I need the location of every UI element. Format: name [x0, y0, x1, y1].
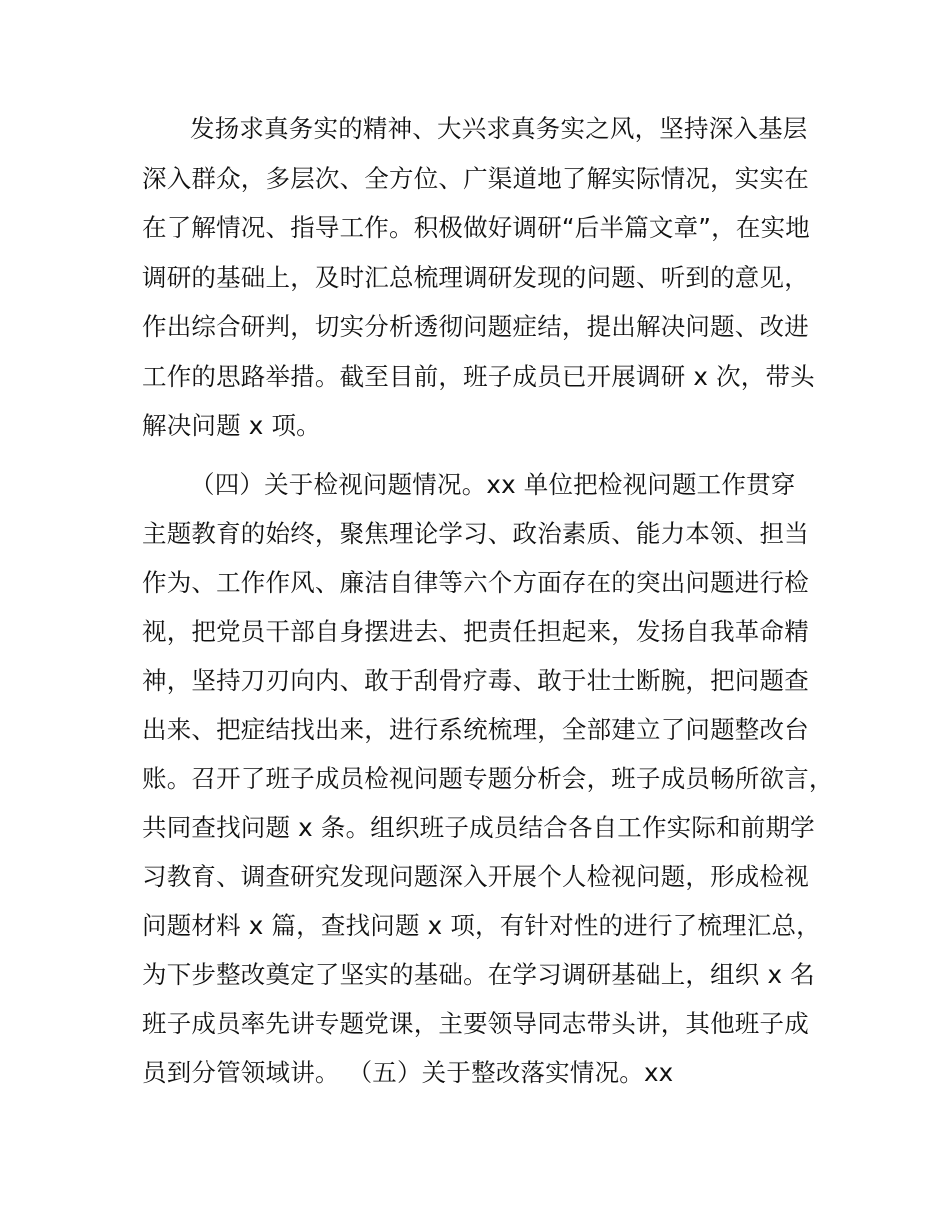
- paragraph-line: 调研的基础上，及时汇总梳理调研发现的问题、听到的意见，: [142, 263, 809, 292]
- paragraph-line: 习教育、调查研究发现问题深入开展个人检视问题，形成检视: [142, 862, 809, 891]
- paragraph-line: 深入群众，多层次、全方位、广渠道地了解实际情况，实实在: [142, 164, 809, 193]
- paragraph-line: 工作的思路举措。截至目前，班子成员已开展调研 x 次，带头: [142, 362, 815, 391]
- paragraph-line: 主题教育的始终，聚焦理论学习、政治素质、能力本领、担当: [142, 519, 809, 548]
- paragraph-line: 解决问题 x 项。: [142, 411, 321, 440]
- paragraph-line: 共同查找问题 x 条。组织班子成员结合各自工作实际和前期学: [142, 813, 815, 842]
- paragraph-line: 员到分管领域讲。 （五）关于整改落实情况。xx: [142, 1058, 674, 1087]
- paragraph-line: 作为、工作作风、廉洁自律等六个方面存在的突出问题进行检: [142, 568, 809, 597]
- paragraph-line: 神，坚持刀刃向内、敢于刮骨疗毒、敢于壮士断腕，把问题查: [142, 666, 809, 695]
- paragraph-line: （四）关于检视问题情况。xx 单位把检视问题工作贯穿: [190, 470, 796, 499]
- paragraph-line: 视，把党员干部自身摆进去、把责任担起来，发扬自我革命精: [142, 617, 809, 646]
- paragraph-line: 为下步整改奠定了坚实的基础。在学习调研基础上，组织 x 名: [142, 960, 815, 989]
- paragraph-line: 班子成员率先讲专题党课，主要领导同志带头讲，其他班子成: [142, 1009, 809, 1038]
- paragraph-line: 在了解情况、指导工作。积极做好调研“后半篇文章”，在实地: [142, 213, 810, 242]
- paragraph-line: 发扬求真务实的精神、大兴求真务实之风，坚持深入基层: [190, 114, 808, 143]
- paragraph-line: 问题材料 x 篇，查找问题 x 项，有针对性的进行了梳理汇总，: [142, 911, 821, 940]
- paragraph-line: 账。召开了班子成员检视问题专题分析会，班子成员畅所欲言，: [142, 764, 834, 793]
- paragraph-line: 作出综合研判，切实分析透彻问题症结，提出解决问题、改进: [142, 312, 809, 341]
- paragraph-line: 出来、把症结找出来，进行系统梳理，全部建立了问题整改台: [142, 715, 809, 744]
